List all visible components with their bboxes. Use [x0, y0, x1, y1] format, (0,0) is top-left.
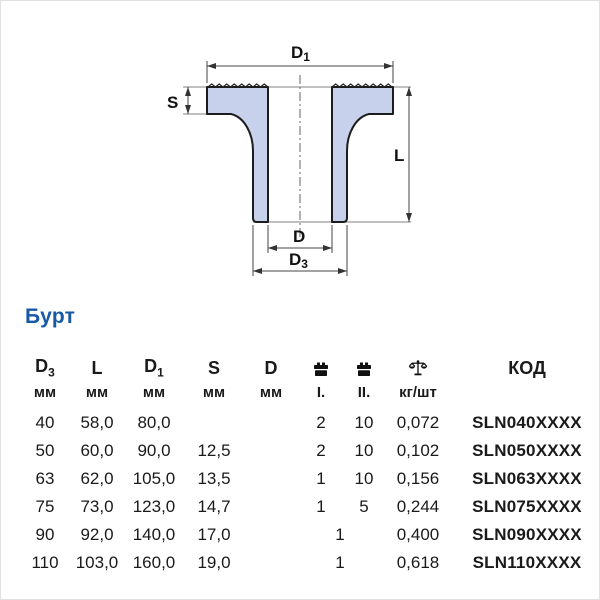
value-cell: 13,5	[197, 469, 231, 488]
technical-drawing	[1, 9, 600, 291]
value-cell	[245, 493, 297, 521]
value-cell: 0,102	[396, 441, 440, 460]
col-code: КОД	[508, 357, 546, 378]
value-cell	[245, 409, 297, 437]
value-cell: 92,0	[80, 525, 114, 544]
spec-table	[21, 355, 600, 577]
value-cell: 0,156	[396, 469, 440, 488]
table-row	[21, 493, 600, 521]
value-cell: 90,0	[137, 441, 171, 460]
value-cell: 58,0	[80, 413, 114, 432]
value-cell: 1	[316, 469, 326, 488]
unit-mm: мм	[33, 383, 57, 401]
value-cell: 63	[35, 469, 55, 488]
value-cell: 17,0	[197, 525, 231, 544]
unit-mm: мм	[85, 383, 109, 401]
value-cell: 0,400	[396, 525, 440, 544]
table-body	[21, 409, 600, 577]
value-cell: 140,0	[132, 525, 176, 544]
value-cell: 105,0	[132, 469, 176, 488]
col-pack-2	[345, 355, 383, 381]
flange-section-right	[332, 87, 393, 222]
scale-icon	[408, 360, 428, 377]
value-cell: 1	[316, 497, 326, 516]
package-icon	[356, 361, 372, 377]
dim-l-label: L	[394, 146, 405, 165]
value-cell: 14,7	[197, 497, 231, 516]
value-cell: 160,0	[132, 553, 176, 572]
value-cell: 90	[35, 525, 55, 544]
value-cell: 10	[354, 413, 374, 432]
table-row	[21, 409, 600, 437]
col-d3: $D_3$	[35, 356, 55, 380]
value-cell: 0,072	[396, 413, 440, 432]
code-cell: SLN050XXXX	[472, 441, 582, 460]
col-weight	[383, 355, 453, 381]
value-cell: 0,244	[396, 497, 440, 516]
value-cell: 80,0	[137, 413, 171, 432]
code-cell: SLN063XXXX	[472, 469, 582, 488]
col-l: L	[91, 357, 103, 378]
table-row	[21, 437, 600, 465]
unit-pack-2: II.	[357, 383, 371, 401]
value-cell: 110	[31, 553, 59, 572]
value-cell: 40	[35, 413, 55, 432]
package-icon	[313, 361, 329, 377]
code-cell: SLN040XXXX	[472, 413, 582, 432]
table-row	[21, 465, 600, 493]
col-d: D	[264, 357, 278, 378]
col-d1: $D_1$	[144, 356, 164, 380]
value-cell: 1	[335, 525, 345, 544]
value-cell: 75	[35, 497, 55, 516]
col-s: S	[207, 357, 220, 378]
value-cell: 103,0	[75, 553, 119, 572]
table-row	[21, 521, 600, 549]
dim-d-label: D	[293, 227, 306, 246]
value-cell: 60,0	[80, 441, 114, 460]
value-cell: 0,618	[396, 553, 440, 572]
value-cell: 50	[35, 441, 55, 460]
value-cell	[183, 409, 245, 437]
unit-weight: кг/шт	[399, 383, 437, 401]
value-cell: 19,0	[197, 553, 231, 572]
code-cell: SLN075XXXX	[472, 497, 582, 516]
value-cell: 10	[354, 441, 374, 460]
value-cell: 1	[335, 553, 345, 572]
unit-mm: мм	[259, 383, 283, 401]
value-cell: 73,0	[80, 497, 114, 516]
value-cell: 62,0	[80, 469, 114, 488]
unit-code	[453, 381, 600, 409]
table-header-units	[21, 381, 600, 409]
value-cell: 10	[354, 469, 374, 488]
col-pack-1	[297, 355, 345, 381]
value-cell: 2	[316, 413, 326, 432]
dim-d3-label: D3	[289, 250, 308, 271]
value-cell: 2	[316, 441, 326, 460]
flange-section-left	[207, 87, 268, 222]
value-cell	[245, 437, 297, 465]
value-cell	[245, 549, 297, 577]
value-cell	[245, 521, 297, 549]
flange-drawing-svg	[1, 9, 600, 291]
value-cell	[245, 465, 297, 493]
dim-d1-label: D1	[291, 43, 310, 64]
page-title: Бурт	[25, 305, 76, 328]
dim-s-label: S	[167, 93, 179, 112]
value-cell: 12,5	[197, 441, 231, 460]
value-cell: 123,0	[132, 497, 176, 516]
table-header-symbols	[21, 355, 600, 381]
unit-mm: мм	[142, 383, 166, 401]
unit-mm: мм	[202, 383, 226, 401]
value-cell: 5	[359, 497, 369, 516]
code-cell: SLN090XXXX	[472, 525, 582, 544]
code-cell: SLN110XXXX	[472, 553, 582, 572]
table-row	[21, 549, 600, 577]
unit-pack-1: I.	[316, 383, 326, 401]
